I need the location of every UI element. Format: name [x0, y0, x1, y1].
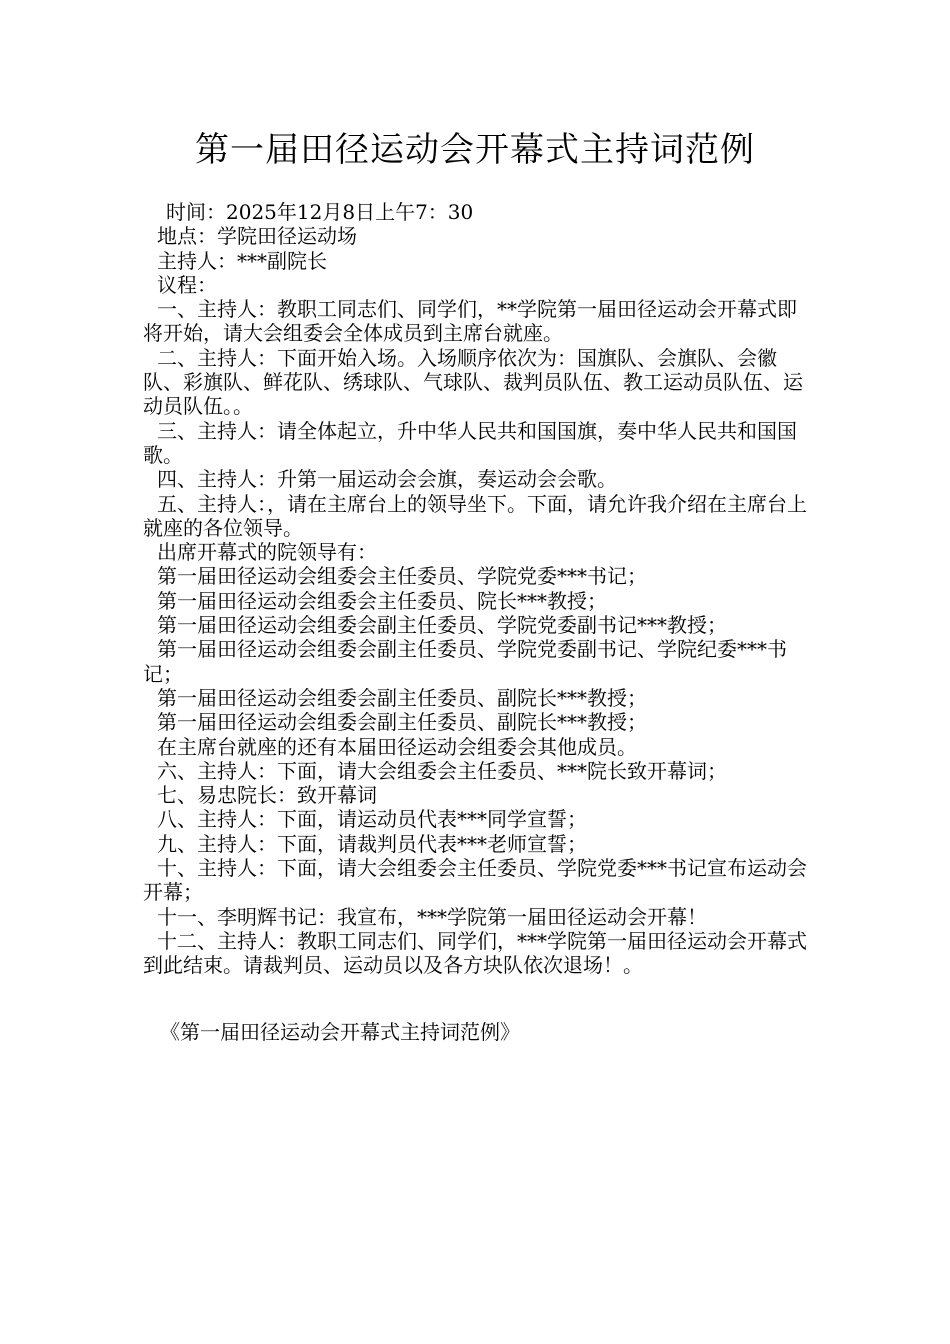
agenda-item-3: 三、主持人：请全体起立，升中华人民共和国国旗，奏中华人民共和国国歌。 [143, 418, 797, 467]
agenda-item-4: 四、主持人：升第一届运动会会旗，奏运动会会歌。 [157, 467, 617, 492]
agenda-item-8: 八、主持人：下面，请运动员代表***同学宣誓； [157, 807, 587, 832]
agenda-item-2: 二、主持人：下面开始入场。入场顺序依次为：国旗队、会旗队、会徽队、彩旗队、鲜花队、绣球队、气球队、裁判员队伍、教工运动员队伍、运动员队伍。。 [143, 345, 803, 419]
document-footer: 《第一届田径运动会开幕式主持词范例》 [160, 1019, 520, 1044]
leaders-heading: 出席开幕式的院领导有： [157, 540, 377, 565]
document-body [143, 200, 815, 1044]
agenda-heading: 议程： [157, 272, 217, 297]
leader-line-1: 第一届田径运动会组委会主任委员、学院党委***书记； [157, 564, 647, 589]
document-title: 第一届田径运动会开幕式主持词范例 [195, 130, 755, 170]
agenda-item-9: 九、主持人：下面，请裁判员代表***老师宣誓； [157, 831, 587, 856]
host-line: 主持人：***副院长 [157, 248, 327, 273]
agenda-item-1: 一、主持人：教职工同志们、同学们，**学院第一届田径运动会开幕式即将开始，请大会组委会全体成员到主席台就座。 [143, 297, 797, 346]
location-line: 地点：学院田径运动场 [157, 224, 357, 249]
leader-line-3: 第一届田径运动会组委会副主任委员、学院党委副书记***教授； [157, 613, 727, 638]
leader-line-4: 第一届田径运动会组委会副主任委员、学院党委副书记、学院纪委***书记； [143, 637, 787, 686]
leader-line-5: 第一届田径运动会组委会副主任委员、副院长***教授； [157, 685, 647, 710]
leader-line-6: 第一届田径运动会组委会副主任委员、副院长***教授； [157, 710, 647, 735]
agenda-item-11: 十一、李明辉书记：我宣布，***学院第一届田径运动会开幕！ [157, 904, 707, 929]
agenda-item-12: 十二、主持人：教职工同志们、同学们，***学院第一届田径运动会开幕式到此结束。请裁判员、运动员以及各方块队依次退场！。 [143, 928, 807, 978]
agenda-item-7: 七、易忠院长：致开幕词 [157, 783, 377, 808]
blank-spacer [143, 978, 815, 1020]
leader-line-2: 第一届田径运动会组委会主任委员、院长***教授； [157, 588, 607, 613]
agenda-item-5: 五、主持人：，请在主席台上的领导坐下。下面，请允许我介绍在主席台上就座的各位领导。 [143, 491, 807, 540]
agenda-item-10: 十、主持人：下面，请大会组委会主任委员、学院党委***书记宣布运动会开幕； [143, 856, 807, 905]
time-line: 时间：2025年12月8日上午7：30 [166, 200, 474, 224]
other-members-line: 在主席台就座的还有本届田径运动会组委会其他成员。 [157, 734, 637, 759]
agenda-item-6: 六、主持人：下面，请大会组委会主任委员、***院长致开幕词； [157, 758, 727, 783]
